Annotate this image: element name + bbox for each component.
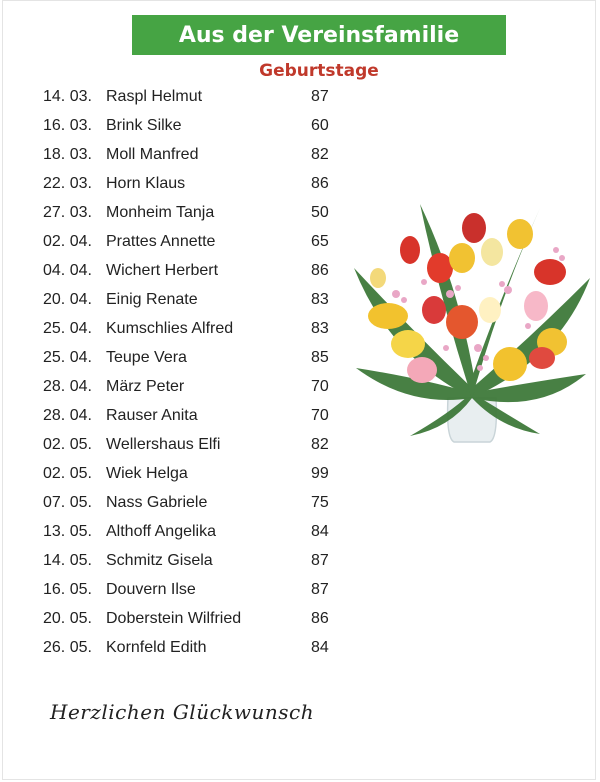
birthday-row <box>43 169 343 198</box>
birthday-date: 04. 04. <box>43 261 92 279</box>
birthday-name: Wichert Herbert <box>106 261 219 279</box>
birthday-list <box>43 82 343 663</box>
birthday-row <box>43 460 343 489</box>
birthday-name: Doberstein Wilfried <box>106 610 242 628</box>
birthday-row <box>43 372 343 401</box>
birthday-row <box>43 605 343 634</box>
birthday-age: 70 <box>311 407 329 425</box>
birthday-age: 86 <box>311 610 329 628</box>
birthday-row <box>43 518 343 547</box>
birthday-name: Kumschlies Alfred <box>106 319 234 337</box>
greeting-text: Herzlichen Glückwunsch <box>50 700 315 724</box>
birthday-age: 83 <box>311 290 329 308</box>
birthday-name: Schmitz Gisela <box>106 552 213 570</box>
birthday-row <box>43 547 343 576</box>
birthday-age: 86 <box>311 261 329 279</box>
birthday-name: Moll Manfred <box>106 145 199 163</box>
birthday-age: 60 <box>311 116 329 134</box>
birthday-age: 83 <box>311 319 329 337</box>
birthday-age: 82 <box>311 436 329 454</box>
birthday-age: 50 <box>311 203 329 221</box>
birthday-date: 14. 05. <box>43 552 92 570</box>
birthday-row <box>43 227 343 256</box>
birthday-row <box>43 489 343 518</box>
birthday-name: Althoff Angelika <box>106 523 217 541</box>
birthday-row <box>43 82 343 111</box>
birthday-name: Wellershaus Elfi <box>106 436 221 454</box>
birthday-date: 20. 05. <box>43 610 92 628</box>
birthday-age: 85 <box>311 348 329 366</box>
birthday-age: 84 <box>311 639 329 657</box>
birthday-age: 70 <box>311 377 329 395</box>
birthday-name: Rauser Anita <box>106 407 198 425</box>
birthday-age: 75 <box>311 494 329 512</box>
birthday-name: Raspl Helmut <box>106 87 203 105</box>
tulip-bouquet-icon <box>350 198 594 446</box>
birthday-date: 13. 05. <box>43 523 92 541</box>
birthday-name: Wiek Helga <box>106 465 188 483</box>
birthday-row <box>43 256 343 285</box>
birthday-row <box>43 343 343 372</box>
birthday-date: 20. 04. <box>43 290 92 308</box>
birthday-date: 25. 04. <box>43 319 92 337</box>
birthday-age: 65 <box>311 232 329 250</box>
birthday-row <box>43 314 343 343</box>
birthday-date: 22. 03. <box>43 174 92 192</box>
birthday-row <box>43 634 343 663</box>
birthday-date: 28. 04. <box>43 407 92 425</box>
birthday-name: Prattes Annette <box>106 232 216 250</box>
birthday-date: 28. 04. <box>43 377 92 395</box>
birthday-name: Teupe Vera <box>106 348 187 366</box>
page-title: Aus der Vereinsfamilie <box>178 22 460 48</box>
section-subtitle: Geburtstage <box>259 61 379 81</box>
birthday-name: Brink Silke <box>106 116 182 134</box>
birthday-row <box>43 111 343 140</box>
birthday-date: 02. 05. <box>43 436 92 454</box>
birthday-date: 07. 05. <box>43 494 92 512</box>
birthday-name: Horn Klaus <box>106 174 186 192</box>
birthday-row <box>43 285 343 314</box>
birthday-name: Monheim Tanja <box>106 203 215 221</box>
birthday-name: März Peter <box>106 377 185 395</box>
birthday-date: 25. 04. <box>43 348 92 366</box>
birthday-name: Kornfeld Edith <box>106 639 207 657</box>
birthday-date: 16. 03. <box>43 116 92 134</box>
birthday-date: 18. 03. <box>43 145 92 163</box>
birthday-date: 14. 03. <box>43 87 92 105</box>
birthday-name: Douvern Ilse <box>106 581 196 599</box>
birthday-name: Einig Renate <box>106 290 198 308</box>
birthday-date: 16. 05. <box>43 581 92 599</box>
birthday-row <box>43 576 343 605</box>
birthday-date: 02. 05. <box>43 465 92 483</box>
birthday-date: 02. 04. <box>43 232 92 250</box>
birthday-name: Nass Gabriele <box>106 494 208 512</box>
birthday-age: 86 <box>311 174 329 192</box>
birthday-age: 99 <box>311 465 329 483</box>
birthday-age: 84 <box>311 523 329 541</box>
birthday-row <box>43 431 343 460</box>
birthday-date: 26. 05. <box>43 639 92 657</box>
birthday-age: 82 <box>311 145 329 163</box>
birthday-date: 27. 03. <box>43 203 92 221</box>
birthday-age: 87 <box>311 87 329 105</box>
birthday-row <box>43 198 343 227</box>
birthday-row <box>43 140 343 169</box>
birthday-row <box>43 402 343 431</box>
birthday-age: 87 <box>311 552 329 570</box>
birthday-age: 87 <box>311 581 329 599</box>
title-banner <box>132 15 506 55</box>
